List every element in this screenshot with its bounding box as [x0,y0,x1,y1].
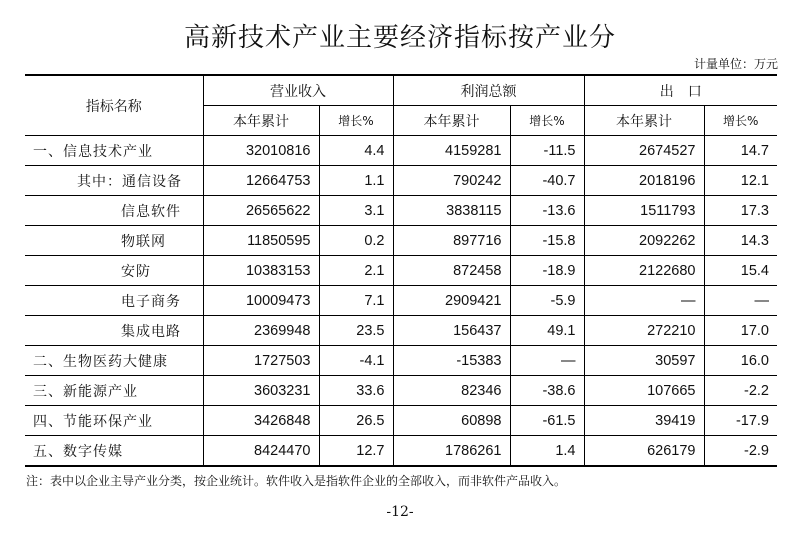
cell-cumulative: 1727503 [203,346,319,376]
cell-growth: 2.1 [319,256,393,286]
cell-cumulative: 2018196 [584,166,704,196]
table-row [25,406,777,436]
table-row [25,196,777,226]
header-cumulative: 本年累计 [393,106,510,136]
cell-growth: 26.5 [319,406,393,436]
cell-growth: 12.1 [704,166,777,196]
table-row [25,316,777,346]
cell-cumulative: 4159281 [393,136,510,166]
cell-cumulative: 3603231 [203,376,319,406]
cell-cumulative: 626179 [584,436,704,467]
cell-growth: -18.9 [510,256,584,286]
cell-growth: 33.6 [319,376,393,406]
cell-growth: -38.6 [510,376,584,406]
cell-cumulative: 26565622 [203,196,319,226]
table-row [25,166,777,196]
row-name: 集成电路 [25,316,203,346]
footnote: 注：表中以企业主导产业分类，按企业统计。软件收入是指软件企业的全部收入，而非软件产品收入。 [26,474,567,488]
cell-growth: 1.1 [319,166,393,196]
header-profit: 利润总额 [393,75,584,106]
header-export: 出 口 [584,75,777,106]
cell-growth: -11.5 [510,136,584,166]
cell-growth: -4.1 [319,346,393,376]
cell-cumulative: 2092262 [584,226,704,256]
cell-cumulative: — [584,286,704,316]
cell-cumulative: 2122680 [584,256,704,286]
cell-growth: -13.6 [510,196,584,226]
header-revenue: 营业收入 [203,75,393,106]
row-name: 安防 [25,256,203,286]
cell-cumulative: 2369948 [203,316,319,346]
table-body [25,136,777,467]
cell-cumulative: 60898 [393,406,510,436]
cell-cumulative: 2674527 [584,136,704,166]
table-row [25,226,777,256]
indicator-table [25,74,777,467]
unit-label: 计量单位：万元 [693,57,778,71]
cell-growth: 7.1 [319,286,393,316]
header-growth: 增长% [704,106,777,136]
cell-growth: 17.3 [704,196,777,226]
cell-growth: 12.7 [319,436,393,467]
cell-cumulative: 790242 [393,166,510,196]
cell-growth: 14.3 [704,226,777,256]
cell-cumulative: 1786261 [393,436,510,467]
cell-cumulative: 897716 [393,226,510,256]
cell-cumulative: 3426848 [203,406,319,436]
cell-cumulative: 272210 [584,316,704,346]
row-name: 五、数字传媒 [25,436,203,467]
header-growth: 增长% [510,106,584,136]
cell-cumulative: 1511793 [584,196,704,226]
cell-growth: 23.5 [319,316,393,346]
cell-cumulative: 2909421 [393,286,510,316]
page-title: 高新技术产业主要经济指标按产业分 [183,23,616,53]
cell-cumulative: 39419 [584,406,704,436]
cell-cumulative: 32010816 [203,136,319,166]
cell-growth: 14.7 [704,136,777,166]
cell-growth: 17.0 [704,316,777,346]
row-name: 电子商务 [25,286,203,316]
cell-growth: 0.2 [319,226,393,256]
cell-growth: 15.4 [704,256,777,286]
cell-growth: 4.4 [319,136,393,166]
cell-cumulative: 107665 [584,376,704,406]
cell-growth: — [510,346,584,376]
header-indicator-name: 指标名称 [25,75,203,136]
table-row [25,436,777,467]
cell-growth: -2.9 [704,436,777,467]
row-name: 其中：通信设备 [25,166,203,196]
cell-cumulative: 156437 [393,316,510,346]
cell-growth: -2.2 [704,376,777,406]
cell-growth: -5.9 [510,286,584,316]
cell-cumulative: 11850595 [203,226,319,256]
page-number: -12- [386,504,414,520]
header-cumulative: 本年累计 [584,106,704,136]
cell-growth: 1.4 [510,436,584,467]
cell-cumulative: 30597 [584,346,704,376]
cell-growth: — [704,286,777,316]
cell-growth: -61.5 [510,406,584,436]
table-row [25,256,777,286]
row-name: 二、生物医药大健康 [25,346,203,376]
cell-growth: -15.8 [510,226,584,256]
cell-cumulative: 10009473 [203,286,319,316]
cell-cumulative: -15383 [393,346,510,376]
row-name: 四、节能环保产业 [25,406,203,436]
row-name: 三、新能源产业 [25,376,203,406]
cell-cumulative: 10383153 [203,256,319,286]
row-name: 物联网 [25,226,203,256]
table-row [25,346,777,376]
cell-growth: -40.7 [510,166,584,196]
cell-growth: 16.0 [704,346,777,376]
cell-cumulative: 82346 [393,376,510,406]
table-row [25,136,777,166]
cell-cumulative: 872458 [393,256,510,286]
row-name: 一、信息技术产业 [25,136,203,166]
table-row [25,376,777,406]
cell-growth: 3.1 [319,196,393,226]
cell-cumulative: 12664753 [203,166,319,196]
header-growth: 增长% [319,106,393,136]
cell-growth: 49.1 [510,316,584,346]
cell-cumulative: 8424470 [203,436,319,467]
cell-cumulative: 3838115 [393,196,510,226]
row-name: 信息软件 [25,196,203,226]
header-cumulative: 本年累计 [203,106,319,136]
table-row [25,286,777,316]
cell-growth: -17.9 [704,406,777,436]
